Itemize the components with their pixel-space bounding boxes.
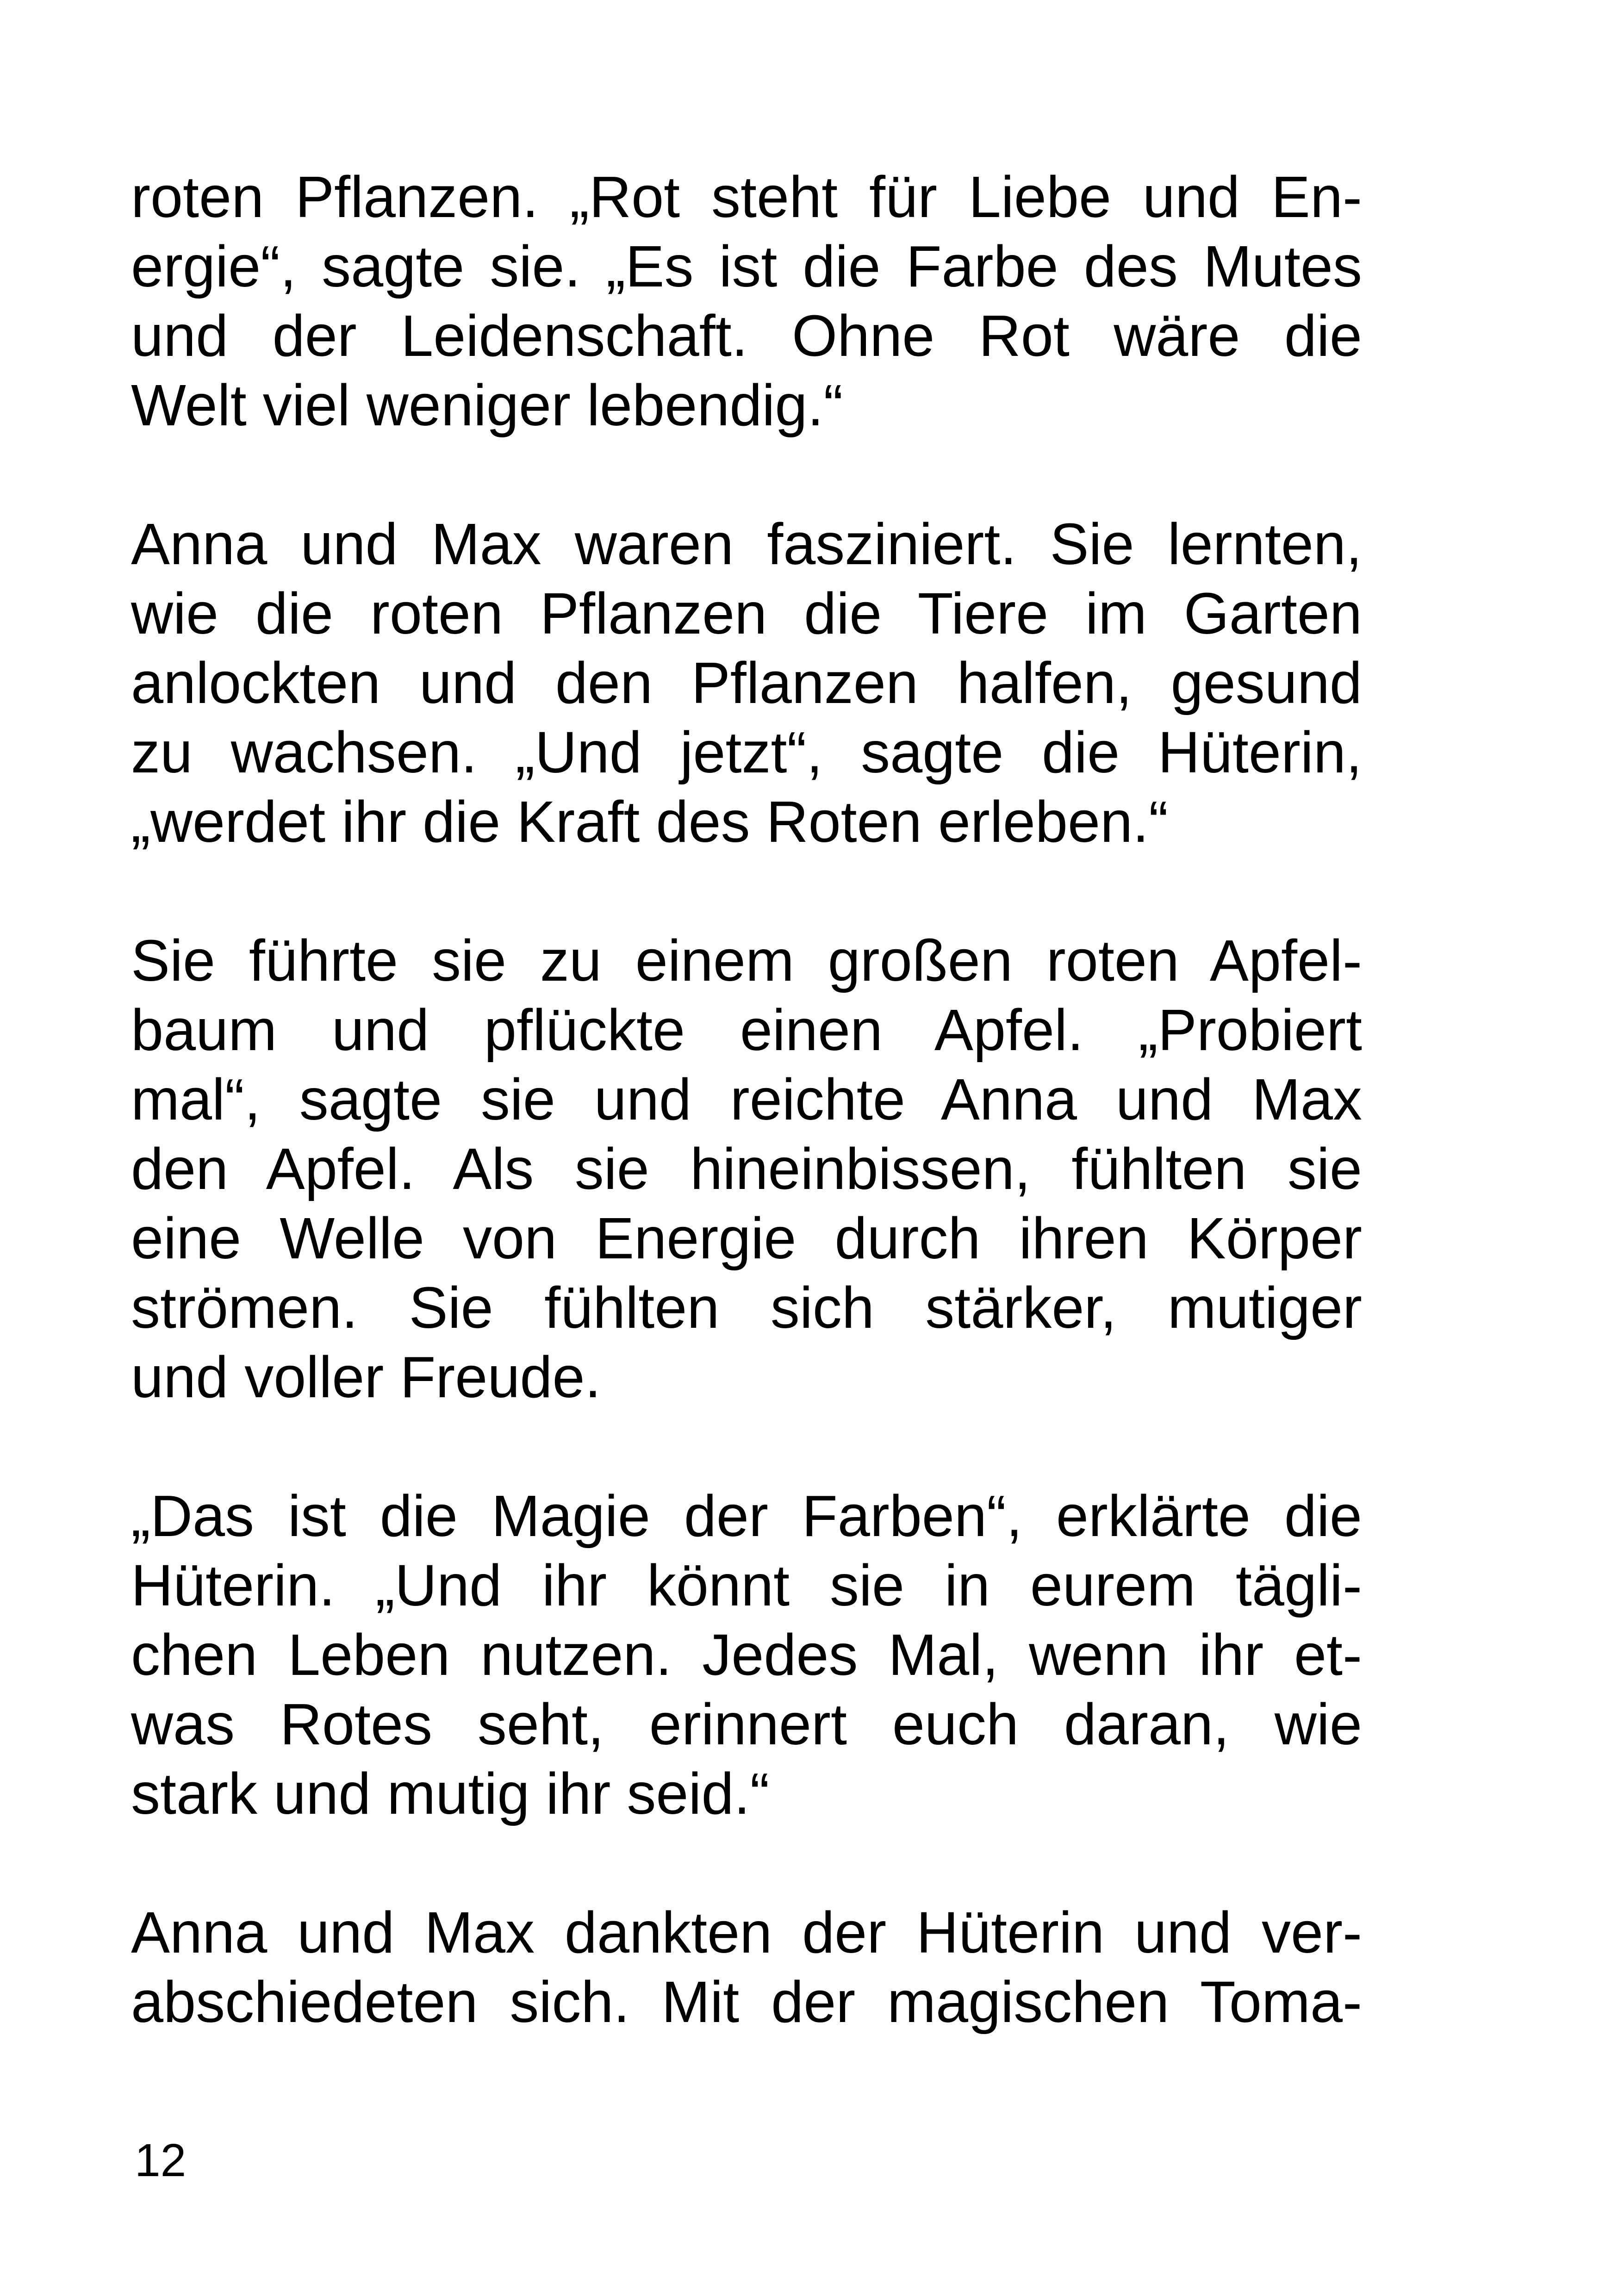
paragraph-4	[131, 1481, 1362, 1829]
text-line: und der Leidenschaft. Ohne Rot wäre die	[131, 303, 1362, 368]
text-line: „werdet ihr die Kraft des Roten erleben.“	[131, 789, 1169, 854]
text-line: ergie“, sagte sie. „Es ist die Farbe des Mutes	[131, 234, 1362, 299]
text-line: mal“, sagte sie und reichte Anna und Max	[131, 1067, 1362, 1132]
text-line: den Apfel. Als sie hineinbissen, fühlten sie	[131, 1136, 1362, 1201]
text-line: und voller Freude.	[131, 1344, 601, 1410]
text-line: strömen. Sie fühlten sich stärker, mutiger	[131, 1275, 1362, 1340]
story-text-block	[131, 162, 1362, 2106]
text-line: was Rotes seht, erinnert euch daran, wie	[131, 1692, 1362, 1757]
text-line: Anna und Max dankten der Hüterin und ver-	[131, 1900, 1362, 1965]
text-line: wie die roten Pflanzen die Tiere im Garten	[131, 581, 1362, 646]
text-line: baum und pflückte einen Apfel. „Probiert	[131, 997, 1362, 1063]
text-line: roten Pflanzen. „Rot steht für Liebe und En-	[131, 164, 1362, 230]
text-line: zu wachsen. „Und jetzt“, sagte die Hüterin,	[131, 720, 1362, 785]
text-line: Anna und Max waren fasziniert. Sie lernten,	[131, 511, 1362, 577]
text-line: eine Welle von Energie durch ihren Körper	[131, 1206, 1362, 1271]
text-line: abschiedeten sich. Mit der magischen Toma-	[131, 1969, 1362, 2035]
text-line: anlockten und den Pflanzen halfen, gesund	[131, 650, 1362, 716]
paragraph-2	[131, 510, 1362, 857]
paragraph-5	[131, 1898, 1362, 2037]
text-line: chen Leben nutzen. Jedes Mal, wenn ihr et-	[131, 1622, 1362, 1687]
text-line: Hüterin. „Und ihr könnt sie in eurem tägli-	[131, 1553, 1362, 1618]
text-line: „Das ist die Magie der Farben“, erklärte die	[131, 1483, 1362, 1549]
text-line: Sie führte sie zu einem großen roten Apfel-	[131, 928, 1362, 993]
page-number: 12	[135, 2134, 187, 2186]
paragraph-1	[131, 162, 1362, 440]
text-line: Welt viel weniger lebendig.“	[131, 373, 843, 438]
text-line: stark und mutig ihr seid.“	[131, 1761, 770, 1826]
paragraph-3	[131, 926, 1362, 1412]
